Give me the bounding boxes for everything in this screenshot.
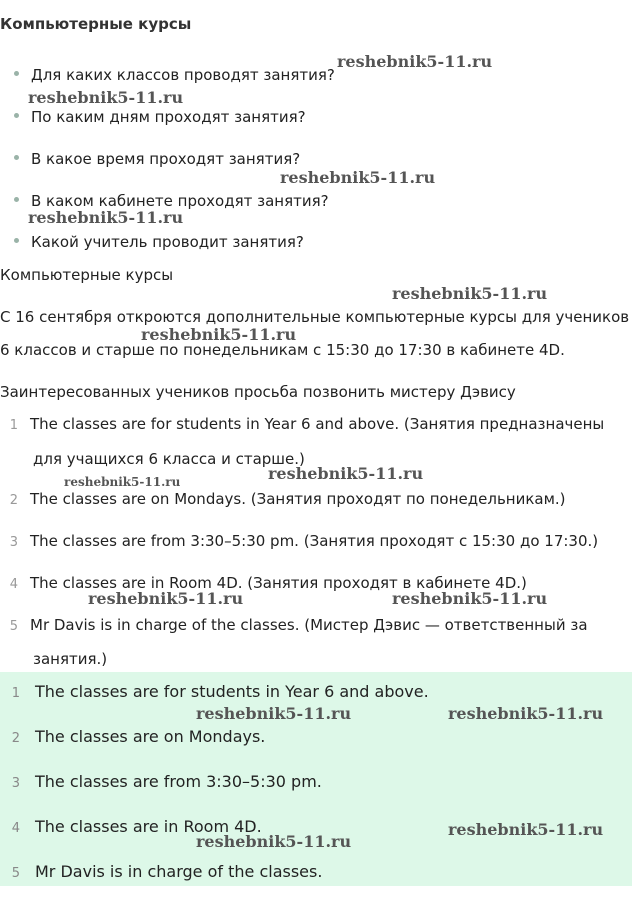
answer-number: 1 <box>9 418 18 433</box>
answer-text: The classes are from 3:30–5:30 pm. (Занятия проходят с 15:30 до 17:30.) <box>30 532 599 550</box>
notice-heading: Компьютерные курсы <box>0 266 174 284</box>
watermark: reshebnik5-11.ru <box>392 589 548 608</box>
watermark: reshebnik5-11.ru <box>196 832 352 851</box>
answer-text: The classes are on Mondays. <box>35 727 266 746</box>
answer-number: 5 <box>9 619 18 634</box>
bullet-icon <box>14 197 19 202</box>
watermark: reshebnik5-11.ru <box>28 208 184 227</box>
watermark: reshebnik5-11.ru <box>64 475 181 489</box>
answer-continuation: занятия.) <box>33 650 108 668</box>
answer-item <box>0 616 588 634</box>
question-text: Для каких классов проводят занятия? <box>31 66 335 84</box>
watermark: reshebnik5-11.ru <box>141 325 297 344</box>
answer-text: The classes are from 3:30–5:30 pm. <box>35 772 322 791</box>
watermark: reshebnik5-11.ru <box>448 704 604 723</box>
watermark: reshebnik5-11.ru <box>28 88 184 107</box>
question-item <box>14 66 335 84</box>
question-text: Какой учитель проводит занятия? <box>31 233 304 251</box>
question-text: В какое время проходят занятия? <box>31 150 301 168</box>
final-answer-item <box>2 772 322 791</box>
answer-text: The classes are on Mondays. (Занятия проходят по понедельникам.) <box>30 490 566 508</box>
watermark: reshebnik5-11.ru <box>196 704 352 723</box>
watermark: reshebnik5-11.ru <box>392 284 548 303</box>
question-text: По каким дням проходят занятия? <box>31 108 306 126</box>
notice-line: 6 классов и старше по понедельникам с 15:30 до 17:30 в кабинете 4D. <box>0 341 565 359</box>
watermark: reshebnik5-11.ru <box>280 168 436 187</box>
answer-number: 2 <box>9 493 18 508</box>
answer-number: 4 <box>11 821 20 836</box>
watermark: reshebnik5-11.ru <box>268 464 424 483</box>
answer-text: Mr Davis is in charge of the classes. <box>35 862 323 881</box>
bullet-icon <box>14 155 19 160</box>
answer-number: 3 <box>11 776 20 791</box>
watermark: reshebnik5-11.ru <box>448 820 604 839</box>
answer-item <box>0 490 566 508</box>
bullet-icon <box>14 113 19 118</box>
answer-continuation: для учащихся 6 класса и старше.) <box>33 450 305 468</box>
final-answer-item <box>2 727 265 746</box>
answer-number: 1 <box>11 686 20 701</box>
answer-text: Mr Davis is in charge of the classes. (Мистер Дэвис — ответственный за <box>30 616 588 634</box>
question-item <box>14 150 300 168</box>
answer-number: 3 <box>9 535 18 550</box>
watermark: reshebnik5-11.ru <box>337 52 493 71</box>
answer-item <box>0 415 604 433</box>
final-answer-item <box>2 862 322 881</box>
bullet-icon <box>14 71 19 76</box>
answer-text: The classes are in Room 4D. <box>35 817 262 836</box>
page-title: Компьютерные курсы <box>0 15 192 33</box>
question-text: В каком кабинете проходят занятия? <box>31 192 329 210</box>
answer-text: The classes are for students in Year 6 and above. <box>35 682 429 701</box>
answer-item <box>0 532 598 550</box>
notice-line: С 16 сентября откроются дополнительные компьютерные курсы для учеников <box>0 308 630 326</box>
answer-number: 4 <box>9 577 18 592</box>
notice-line: Заинтересованных учеников просьба позвонить мистеру Дэвису <box>0 383 516 401</box>
answer-text: The classes are for students in Year 6 and above. (Занятия предназначены <box>30 415 605 433</box>
final-answer-item <box>2 682 429 701</box>
watermark: reshebnik5-11.ru <box>88 589 244 608</box>
question-item <box>14 233 304 251</box>
bullet-icon <box>14 238 19 243</box>
answer-text: The classes are in Room 4D. (Занятия проходят в кабинете 4D.) <box>30 574 527 592</box>
answer-number: 2 <box>11 731 20 746</box>
answer-number: 5 <box>11 866 20 881</box>
question-item <box>14 108 306 126</box>
